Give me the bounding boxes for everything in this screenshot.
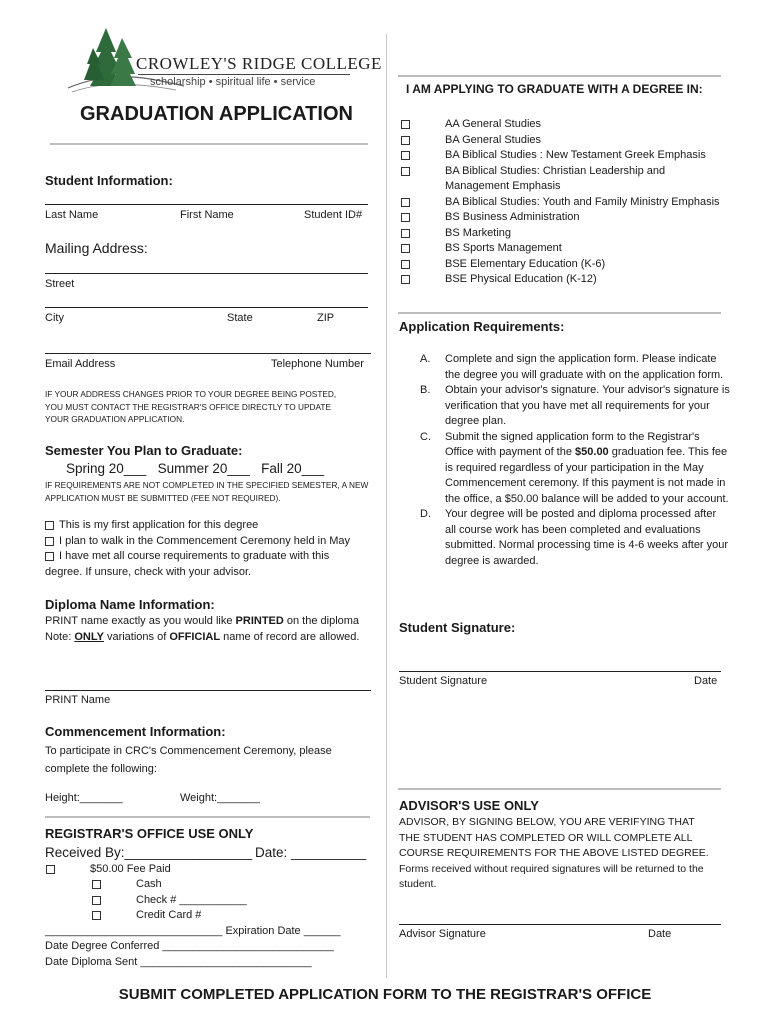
city-label: City — [45, 312, 64, 324]
credit-card-checkbox[interactable] — [92, 911, 101, 920]
commencement-text: To participate in CRC's Commencement Ceremony, please complete the following: — [45, 745, 332, 775]
degree-option-label: BA Biblical Studies: Christian Leadership and Management Emphasis — [445, 164, 666, 192]
degree-option-label: BA General Studies — [445, 133, 542, 146]
requirements-list — [420, 352, 730, 569]
degree-option-label: AA General Studies — [445, 118, 542, 130]
degree-option-label: BA Biblical Studies: Youth and Family Ministry Emphasis — [445, 195, 720, 208]
mailing-address-heading: Mailing Address: — [45, 240, 148, 256]
requirement-item: C. Submit the signed application form to the Registrar's Office with payment of the $50.00 graduation fee. This fee is required regardless of your participation in the May Commencement ceremony. If this payment is not made in the office, a $50.00 balance will be added to your account. — [420, 430, 729, 505]
degree-option-label: BSE Elementary Education (K-6) — [445, 257, 606, 270]
student-signature-heading: Student Signature: — [399, 620, 516, 635]
degree-option[interactable] — [400, 117, 730, 133]
form-title: GRADUATION APPLICATION — [80, 103, 353, 125]
degree-option[interactable] — [400, 148, 730, 164]
degree-option[interactable] — [400, 133, 730, 149]
registrar-date-field[interactable]: Date: __________ — [255, 845, 367, 860]
degree-checkbox[interactable] — [401, 167, 410, 176]
semester-notice: IF REQUIREMENTS ARE NOT COMPLETED IN THE SPECIFIED SEMESTER, A NEW APPLICATION MUST BE SUBMITTED (FEE NOT REQUIRED). — [45, 480, 369, 503]
degree-option-label: BA Biblical Studies : New Testament Greek Emphasis — [445, 149, 706, 161]
degree-checkbox[interactable] — [401, 244, 410, 253]
degree-checkbox[interactable] — [401, 198, 410, 207]
phone-label: Telephone Number — [271, 358, 364, 370]
first-name-label: First Name — [180, 209, 234, 221]
semester-heading: Semester You Plan to Graduate: — [45, 443, 243, 458]
state-label: State — [227, 312, 253, 324]
student-id-label: Student ID# — [304, 209, 363, 221]
requirement-item: A. Complete and sign the application form. Please indicate the degree you will graduate with on the application form. — [420, 353, 724, 381]
city-line[interactable] — [45, 307, 368, 308]
street-line[interactable] — [45, 273, 368, 274]
degree-option[interactable] — [400, 210, 730, 226]
college-logo — [66, 24, 382, 96]
registrar-heading: REGISTRAR'S OFFICE USE ONLY — [45, 826, 254, 841]
commencement-heading: Commencement Information: — [45, 724, 226, 739]
credit-card-label[interactable]: Credit Card # — [136, 909, 202, 921]
first-application-check[interactable]: This is my first application for this degree — [45, 518, 375, 534]
degree-option[interactable] — [400, 272, 730, 288]
degree-checkbox[interactable] — [401, 120, 410, 129]
address-notice: IF YOUR ADDRESS CHANGES PRIOR TO YOUR DEGREE BEING POSTED, YOU MUST CONTACT THE REGISTRAR'S OFFICE DIRECTLY TO UPDATE YOUR GRADUATION APPLICATION. — [45, 389, 337, 424]
street-label: Street — [45, 278, 75, 290]
degree-checkbox[interactable] — [401, 275, 410, 284]
received-by-field[interactable]: Received By:_________________ — [45, 845, 253, 860]
expiration-field[interactable]: _____________________________ Expiration Date ______ — [45, 925, 341, 937]
degree-option-label: BS Sports Management — [445, 242, 562, 254]
advisor-heading: ADVISOR'S USE ONLY — [399, 798, 539, 813]
requirements-heading: Application Requirements: — [399, 319, 565, 334]
degree-heading: I AM APPLYING TO GRADUATE WITH A DEGREE IN: — [406, 82, 703, 96]
advisor-signature-line[interactable] — [399, 924, 721, 925]
degree-option[interactable] — [400, 195, 730, 211]
degree-option[interactable] — [400, 257, 730, 273]
height-field[interactable]: Height:_______ — [45, 792, 123, 804]
college-tagline: scholarship • spiritual life • service — [150, 76, 316, 88]
column-divider — [386, 34, 387, 978]
date-conferred-field[interactable]: Date Degree Conferred ____________________________ — [45, 940, 334, 952]
student-date-label: Date — [694, 675, 718, 687]
print-name-line[interactable] — [45, 690, 371, 691]
student-signature-label: Student Signature — [399, 675, 488, 687]
degree-option[interactable] — [400, 164, 730, 195]
requirement-item: B. Obtain your advisor's signature. Your advisor's signature is verification that you have met all requirements for your degree plan. — [420, 384, 730, 427]
checkbox[interactable] — [45, 521, 54, 530]
footer-instruction: SUBMIT COMPLETED APPLICATION FORM TO THE REGISTRAR'S OFFICE — [118, 986, 652, 1003]
student-info-heading: Student Information: — [45, 173, 173, 188]
check-label[interactable]: Check # ___________ — [136, 894, 247, 906]
degree-checkbox[interactable] — [401, 151, 410, 160]
email-phone-line[interactable] — [45, 353, 371, 354]
date-diploma-sent-field[interactable]: Date Diploma Sent ____________________________ — [45, 956, 312, 968]
cash-checkbox[interactable] — [92, 880, 101, 889]
name-line[interactable] — [45, 204, 368, 205]
degree-option-label: BSE Physical Education (K-12) — [445, 273, 597, 285]
fee-paid-label: $50.00 Fee Paid — [90, 863, 171, 875]
print-name-label: PRINT Name — [45, 694, 111, 706]
college-name: CROWLEY'S RIDGE COLLEGE — [136, 54, 382, 73]
diploma-heading: Diploma Name Information: — [45, 597, 215, 612]
degree-list — [400, 117, 730, 288]
requirements-met-check[interactable]: I have met all course requirements to graduate with this degree. If unsure, check with your advisor. — [45, 550, 330, 578]
checkbox[interactable] — [45, 552, 54, 561]
degree-checkbox[interactable] — [401, 229, 410, 238]
advisor-signature-label: Advisor Signature — [399, 928, 486, 940]
degree-checkbox[interactable] — [401, 260, 410, 269]
checkbox[interactable] — [45, 537, 54, 546]
advisor-text: ADVISOR, BY SIGNING BELOW, YOU ARE VERIFYING THAT THE STUDENT HAS COMPLETED OR WILL COMPLETE ALL COURSE REQUIREMENTS FOR THE ABOVE LISTED DEGREE. Forms received without required signatures will be returned to the student. — [399, 816, 709, 890]
fee-paid-checkbox[interactable] — [46, 865, 55, 874]
walk-ceremony-check[interactable]: I plan to walk in the Commencement Ceremony held in May — [45, 534, 375, 550]
last-name-label: Last Name — [45, 209, 99, 221]
cash-label: Cash — [136, 878, 162, 890]
degree-option[interactable] — [400, 241, 730, 257]
weight-field[interactable]: Weight:_______ — [180, 792, 260, 804]
zip-label: ZIP — [317, 312, 335, 324]
student-signature-line[interactable] — [399, 671, 721, 672]
degree-option-label: BS Marketing — [445, 226, 512, 239]
degree-option-label: BS Business Administration — [445, 211, 580, 223]
degree-option[interactable] — [400, 226, 730, 242]
check-checkbox[interactable] — [92, 896, 101, 905]
email-label: Email Address — [45, 358, 116, 370]
advisor-date-label: Date — [648, 928, 672, 940]
requirement-item: D. Your degree will be posted and diploma processed after all course work has been completed and evaluations submitted. Normal processing time is 4-6 weeks after your degree is awarded. — [420, 508, 729, 567]
semester-options[interactable]: Spring 20___ Summer 20___ Fall 20___ — [66, 461, 325, 476]
diploma-instruction: PRINT name exactly as you would like PRINTED on the diploma Note: ONLY variations of OFFICIAL name of record are allowed. — [45, 615, 360, 643]
degree-checkbox[interactable] — [401, 136, 410, 145]
degree-checkbox[interactable] — [401, 213, 410, 222]
